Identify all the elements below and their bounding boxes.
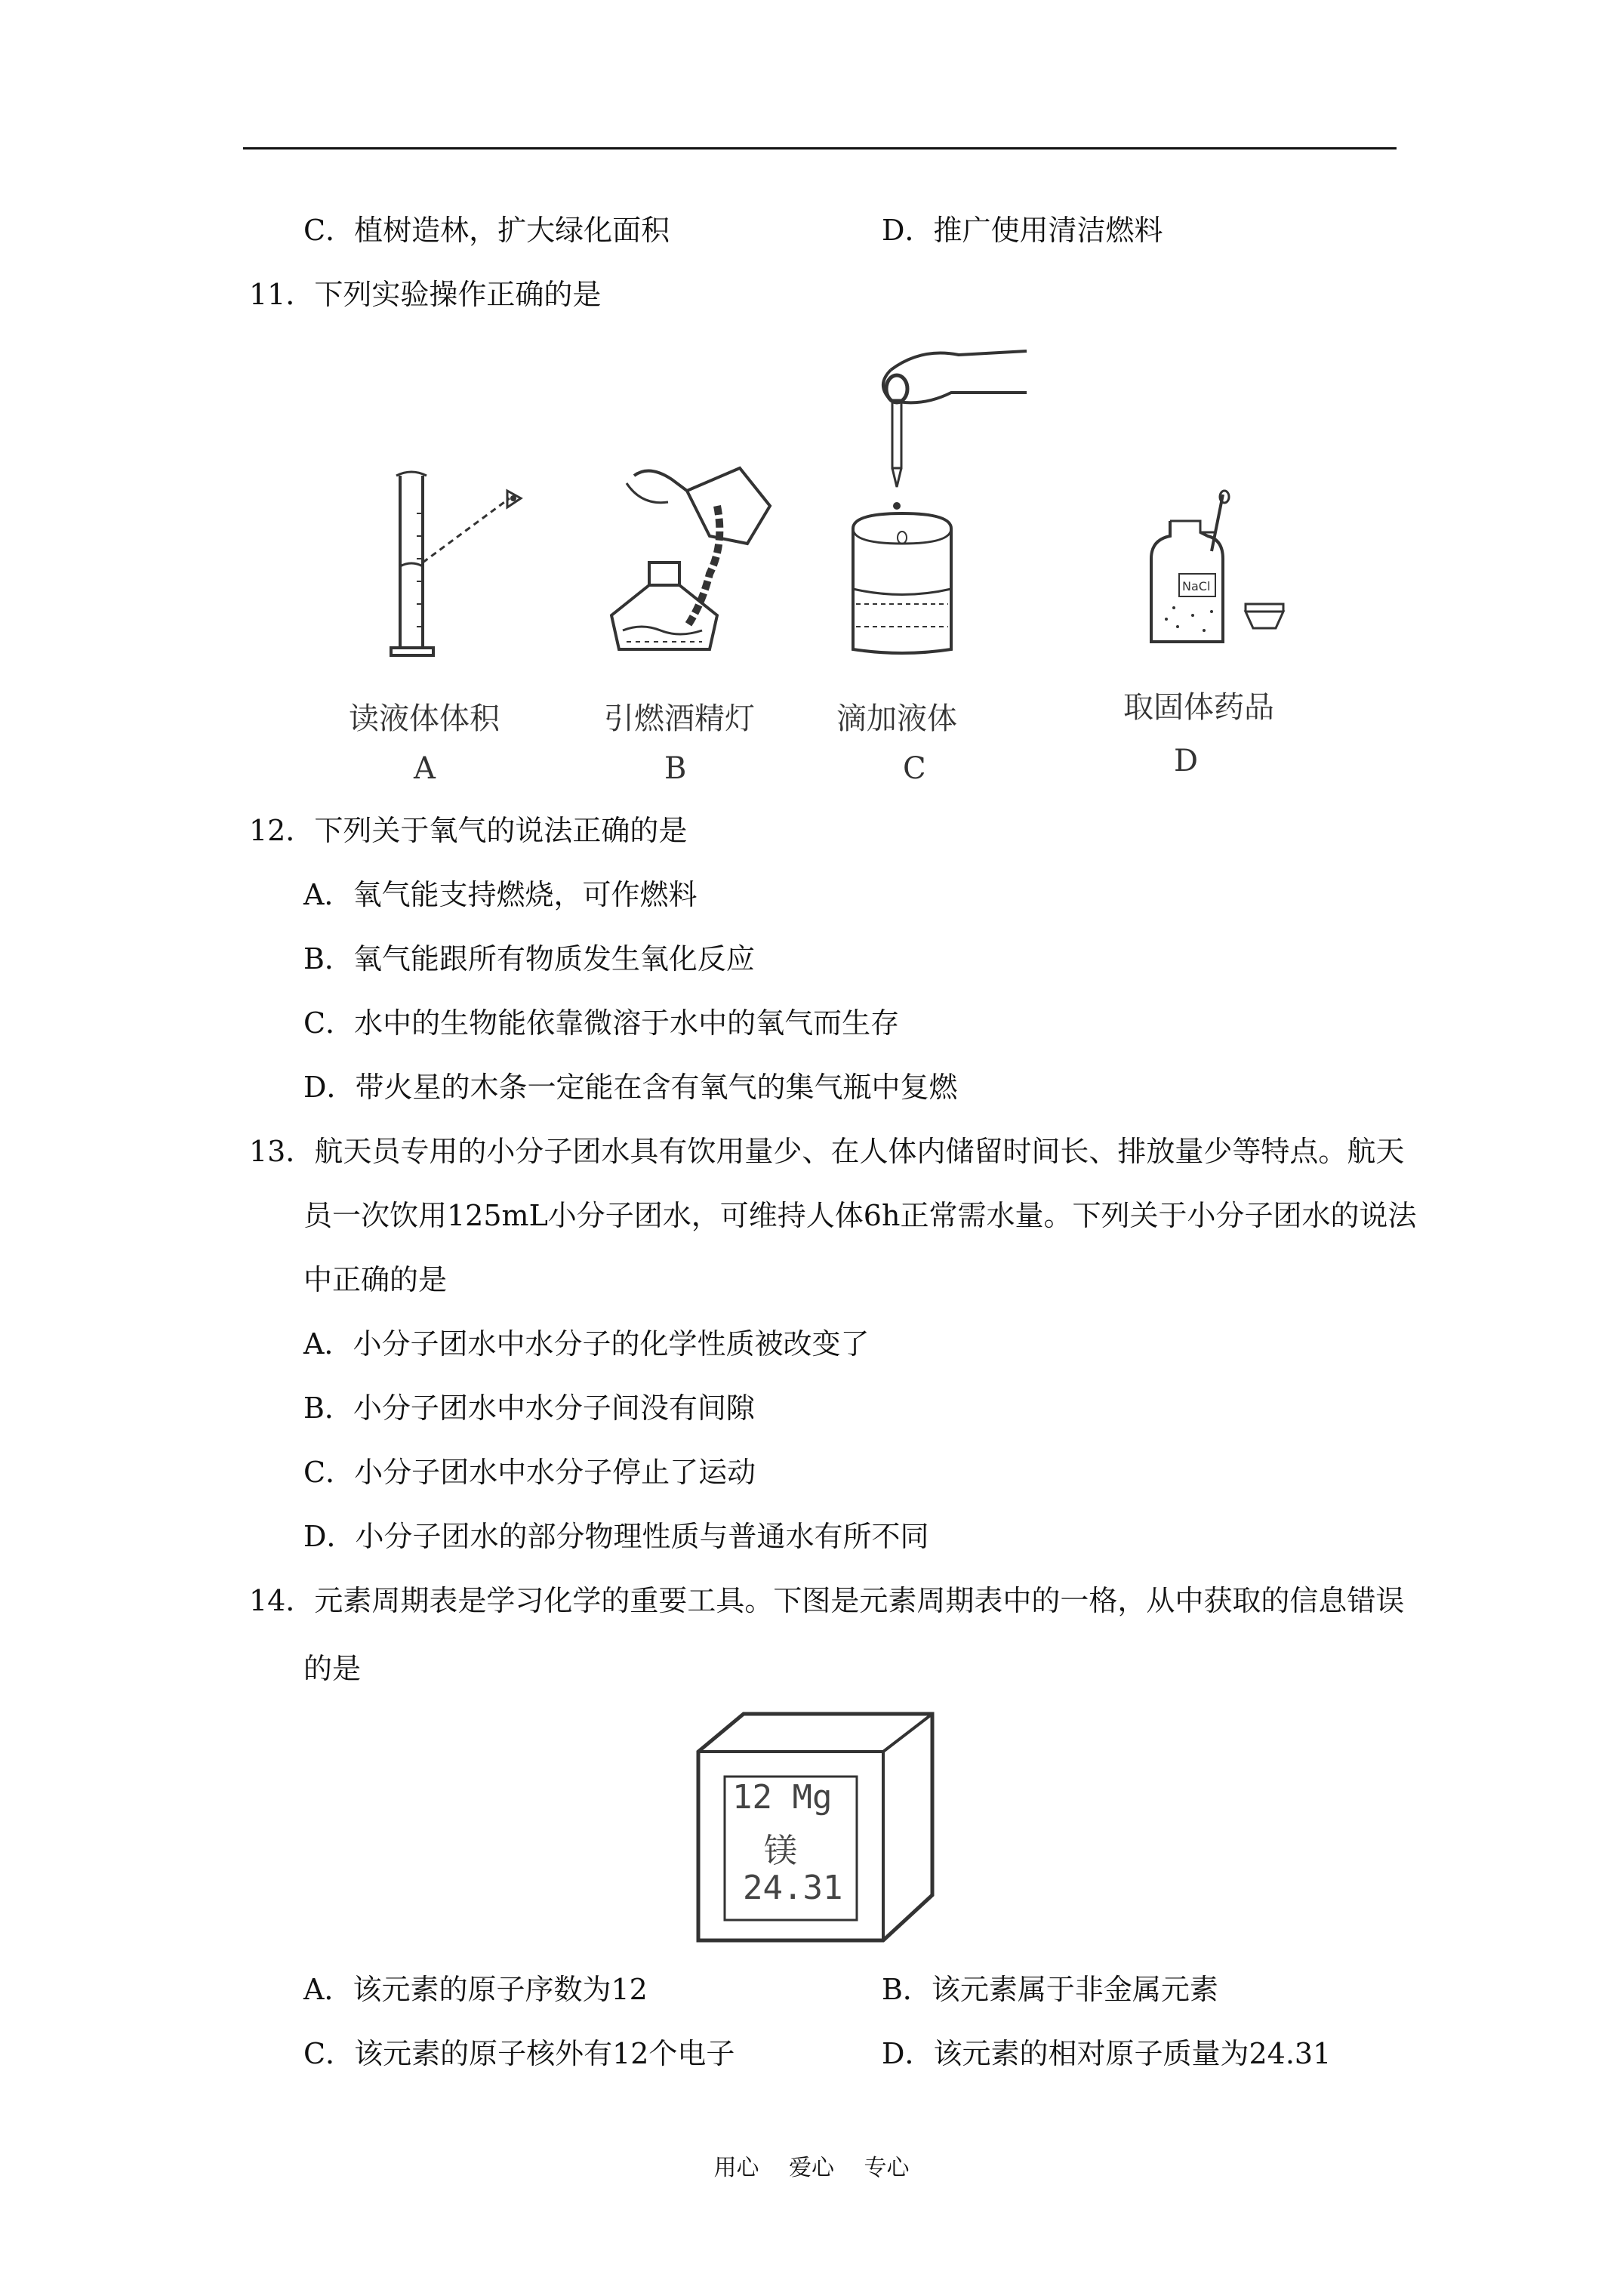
alcohol-lamp-figure xyxy=(596,461,778,672)
figure-c-caption: 滴加液体 xyxy=(836,701,957,736)
dropper-beaker-figure xyxy=(845,340,1042,664)
page-footer: 用心 爱心 专心 xyxy=(713,2155,910,2181)
q13-stem-line1: 13．航天员专用的小分子团水具有饮用量少、在人体内储留时间长、排放量少等特点。航天 xyxy=(249,1135,1405,1168)
header-rule xyxy=(243,147,1397,149)
graduated-cylinder-figure xyxy=(377,468,544,664)
q13-stem-line2: 员一次饮用125mL小分子团水，可维持人体6h正常需水量。下列关于小分子团水的说法 xyxy=(303,1199,1417,1232)
periodic-cell-cube xyxy=(691,1710,940,1952)
q14-option-c: C．该元素的原子核外有12个电子 xyxy=(303,2037,735,2070)
q12-option-d: D．带火星的木条一定能在含有氧气的集气瓶中复燃 xyxy=(303,1071,958,1104)
element-mass: 24.31 xyxy=(743,1869,843,1907)
nacl-label: NaCl xyxy=(1182,579,1211,593)
q12-option-b: B．氧气能跟所有物质发生氧化反应 xyxy=(303,942,755,975)
figure-c-letter: C xyxy=(903,751,926,786)
q13-option-c: C．小分子团水中水分子停止了运动 xyxy=(303,1456,756,1489)
figure-d-caption: 取固体药品 xyxy=(1123,690,1274,725)
q10-option-c: C．植树造林，扩大绿化面积 xyxy=(303,214,670,247)
q11-stem: 11．下列实验操作正确的是 xyxy=(249,278,602,311)
q13-option-a: A．小分子团水中水分子的化学性质被改变了 xyxy=(303,1327,870,1361)
q13-option-b: B．小分子团水中水分子间没有间隙 xyxy=(303,1391,755,1425)
q14-option-a: A．该元素的原子序数为12 xyxy=(303,1973,648,2006)
q14-stem-line1: 14．元素周期表是学习化学的重要工具。下图是元素周期表中的一格，从中获取的信息错误 xyxy=(249,1584,1405,1617)
figure-b-caption: 引燃酒精灯 xyxy=(604,701,755,736)
figure-a-letter: A xyxy=(414,751,436,786)
q13-option-d: D．小分子团水的部分物理性质与普通水有所不同 xyxy=(303,1520,929,1553)
q12-stem: 12．下列关于氧气的说法正确的是 xyxy=(249,814,688,847)
q12-option-a: A．氧气能支持燃烧，可作燃料 xyxy=(303,878,698,911)
reagent-bottle-figure xyxy=(1140,491,1306,657)
q14-option-b: B．该元素属于非金属元素 xyxy=(882,1973,1218,2006)
figure-d-letter: D xyxy=(1174,744,1199,778)
q12-option-c: C．水中的生物能依靠微溶于水中的氧气而生存 xyxy=(303,1006,900,1040)
q13-stem-line3: 中正确的是 xyxy=(303,1263,448,1296)
q14-stem-line2: 的是 xyxy=(303,1652,362,1685)
figure-b-letter: B xyxy=(664,751,687,786)
element-number-symbol: 12 Mg xyxy=(732,1778,833,1817)
q10-option-d: D．推广使用清洁燃料 xyxy=(882,214,1163,247)
element-name: 镁 xyxy=(764,1832,797,1870)
figure-a-caption: 读液体体积 xyxy=(349,701,500,736)
q14-option-d: D．该元素的相对原子质量为24.31 xyxy=(882,2037,1332,2070)
